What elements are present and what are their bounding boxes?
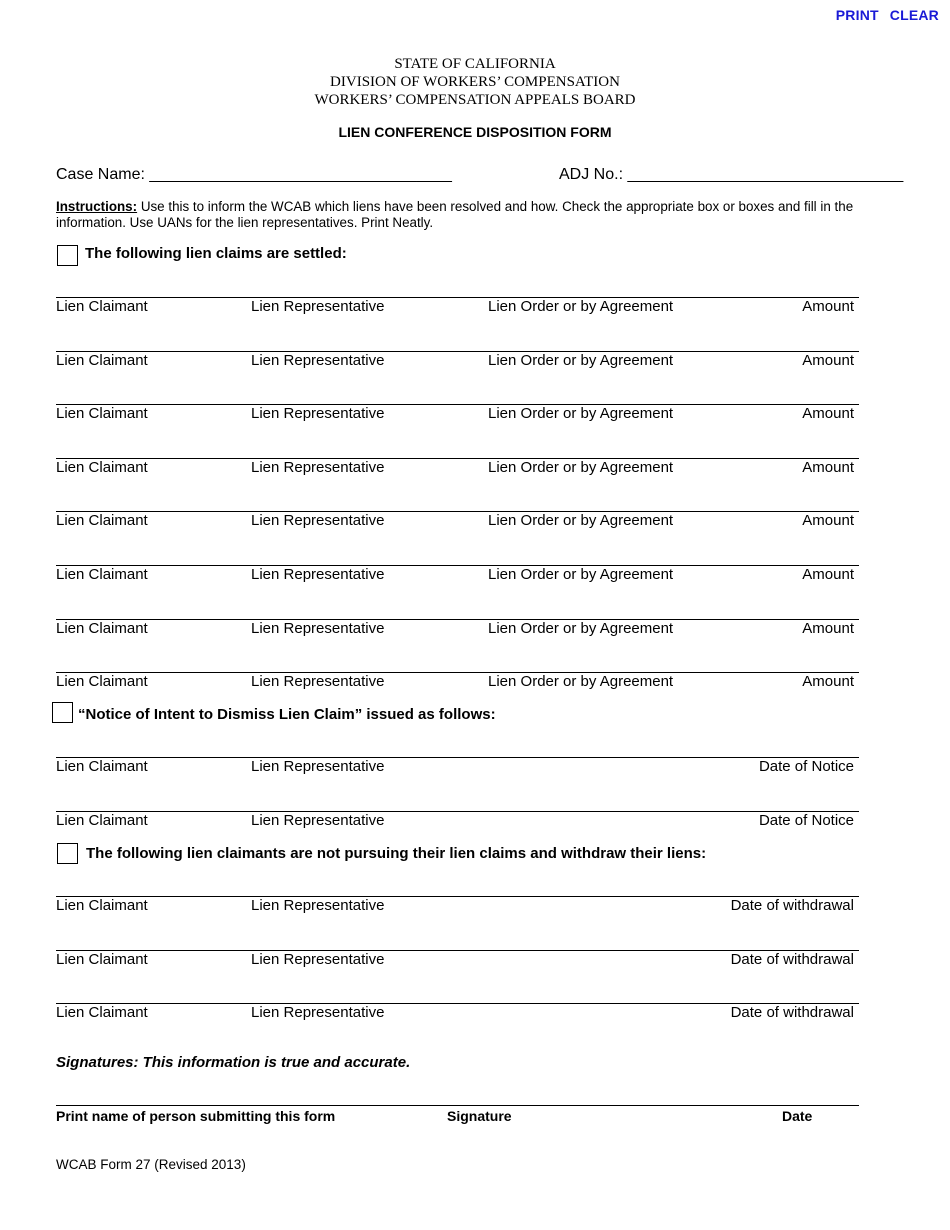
order-label: Lien Order or by Agreement — [488, 566, 674, 583]
adj-number-label: ADJ No.: — [559, 166, 624, 183]
agency-header — [0, 55, 950, 109]
form-toolbar — [836, 7, 939, 23]
entry-row — [56, 298, 854, 318]
entry-row — [56, 673, 854, 693]
representative-label: Lien Representative — [251, 897, 385, 914]
header-line-state: STATE OF CALIFORNIA — [394, 56, 556, 72]
entry-row — [56, 758, 854, 778]
value-label: Date of withdrawal — [730, 897, 854, 914]
case-name-label: Case Name: — [56, 166, 145, 183]
representative-label: Lien Representative — [251, 458, 385, 476]
representative-label: Lien Representative — [251, 351, 385, 369]
notice-section-label: “Notice of Intent to Dismiss Lien Claim” issued as follows: — [78, 706, 496, 723]
value-label: Date of Notice — [758, 811, 854, 829]
entry-row — [56, 897, 854, 917]
instructions-text — [56, 199, 896, 231]
representative-label: Lien Representative — [251, 758, 385, 775]
value-label: Amount — [802, 673, 854, 691]
claimant-label: Lien Claimant — [56, 351, 148, 369]
order-label: Lien Order or by Agreement — [488, 458, 674, 476]
representative-label: Lien Representative — [251, 619, 385, 637]
entry-row — [56, 405, 854, 425]
signatures-title: Signatures: This information is true and accurate. — [56, 1054, 411, 1071]
entry-row — [56, 812, 854, 832]
representative-label: Lien Representative — [251, 673, 385, 691]
value-label: Amount — [802, 351, 854, 369]
entry-row — [56, 620, 854, 640]
form-id: WCAB Form 27 (Revised 2013) — [56, 1157, 246, 1172]
claimant-label: Lien Claimant — [56, 405, 148, 423]
claimant-label: Lien Claimant — [56, 897, 148, 914]
header-line-board: WORKERS’ COMPENSATION APPEALS BOARD — [314, 92, 636, 108]
entry-row — [56, 951, 854, 971]
order-label: Lien Order or by Agreement — [488, 405, 674, 423]
value-label: Amount — [802, 566, 854, 583]
adj-number-field[interactable] — [559, 166, 903, 184]
entry-row — [56, 459, 854, 479]
order-label: Lien Order or by Agreement — [488, 673, 674, 691]
representative-label: Lien Representative — [251, 405, 385, 423]
value-label: Date of withdrawal — [730, 1004, 854, 1021]
form-title: LIEN CONFERENCE DISPOSITION FORM — [338, 124, 612, 140]
claimant-label: Lien Claimant — [56, 619, 148, 637]
withdraw-checkbox[interactable] — [57, 843, 78, 864]
entry-row — [56, 352, 854, 372]
withdraw-section-label: The following lien claimants are not pursuing their lien claims and withdraw their liens: — [86, 845, 707, 862]
value-label: Amount — [802, 619, 854, 637]
adj-number-blank[interactable]: _______________________________ — [627, 166, 904, 183]
value-label: Date of Notice — [758, 758, 854, 775]
order-label: Lien Order or by Agreement — [488, 619, 674, 637]
print-button[interactable]: PRINT — [835, 7, 879, 23]
print-name-label: Print name of person submitting this form — [56, 1108, 336, 1124]
entry-row — [56, 1004, 854, 1024]
claimant-label: Lien Claimant — [56, 566, 148, 583]
date-label: Date — [782, 1108, 813, 1124]
claimant-label: Lien Claimant — [56, 1004, 148, 1021]
instructions-lead: Instructions: — [56, 199, 138, 214]
claimant-label: Lien Claimant — [56, 298, 148, 315]
claimant-label: Lien Claimant — [56, 512, 148, 530]
representative-label: Lien Representative — [251, 950, 385, 968]
entry-row — [56, 512, 854, 532]
representative-label: Lien Representative — [251, 512, 385, 530]
claimant-label: Lien Claimant — [56, 758, 148, 775]
claimant-label: Lien Claimant — [56, 458, 148, 476]
notice-checkbox[interactable] — [52, 702, 73, 723]
order-label: Lien Order or by Agreement — [488, 298, 674, 315]
claimant-label: Lien Claimant — [56, 811, 148, 829]
representative-label: Lien Representative — [251, 566, 385, 583]
instructions-body: Use this to inform the WCAB which liens have been resolved and how. Check the appropriate box or boxes and fill in the information. Use UANs for the lien representatives. Print Neatly. — [56, 199, 854, 230]
representative-label: Lien Representative — [251, 1004, 385, 1021]
settled-section-label: The following lien claims are settled: — [85, 245, 347, 262]
value-label: Amount — [802, 405, 854, 423]
value-label: Amount — [802, 458, 854, 476]
claimant-label: Lien Claimant — [56, 673, 148, 691]
representative-label: Lien Representative — [251, 811, 385, 829]
clear-button[interactable]: CLEAR — [889, 7, 939, 23]
signature-labels — [56, 1108, 859, 1128]
signature-entry-line[interactable] — [56, 1105, 859, 1106]
value-label: Amount — [802, 512, 854, 530]
claimant-label: Lien Claimant — [56, 950, 148, 968]
case-name-field[interactable] — [56, 166, 452, 184]
entry-row — [56, 566, 854, 586]
header-line-division: DIVISION OF WORKERS’ COMPENSATION — [330, 74, 620, 90]
settled-checkbox[interactable] — [57, 245, 78, 266]
value-label: Amount — [802, 298, 854, 315]
order-label: Lien Order or by Agreement — [488, 512, 674, 530]
representative-label: Lien Representative — [251, 298, 385, 315]
value-label: Date of withdrawal — [730, 950, 854, 968]
case-name-blank[interactable]: __________________________________ — [149, 166, 452, 183]
signature-label: Signature — [447, 1108, 512, 1124]
order-label: Lien Order or by Agreement — [488, 351, 674, 369]
